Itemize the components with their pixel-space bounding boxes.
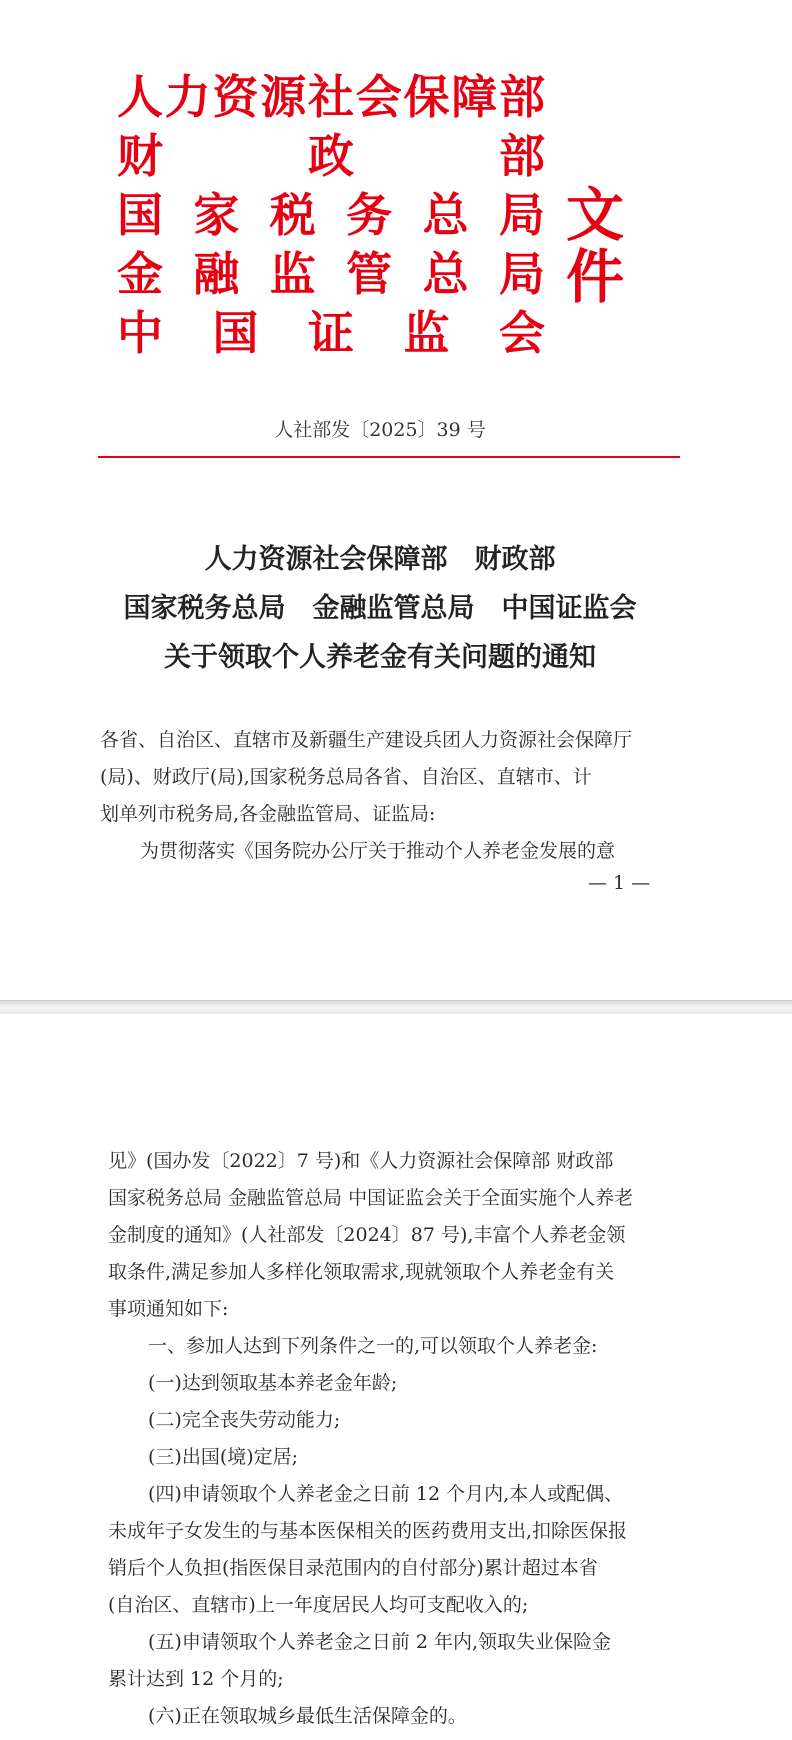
document-number: 人社部发〔2025〕39 号 (274, 419, 486, 441)
section-heading-1: 一、参加人达到下列条件之一的,可以领取个人养老金: (148, 1335, 598, 1357)
condition-1: (一)达到领取基本养老金年龄; (148, 1372, 398, 1394)
issuer-row-4: 金 融 监 管 总 局 (117, 247, 545, 301)
condition-4-line-2: 未成年子女发生的与基本医保相关的医药费用支出,扣除医保报 (108, 1520, 628, 1542)
issuer-row-5: 中 国 证 监 会 (117, 306, 545, 360)
condition-5-line-1: (五)申请领取个人养老金之日前 2 年内,领取失业保险金 (148, 1631, 612, 1653)
condition-2: (二)完全丧失劳动能力; (148, 1409, 341, 1431)
addressee-line-2: (局)、财政厅(局),国家税务总局各省、自治区、直辖市、计 (100, 766, 592, 788)
title-line-3: 关于领取个人养老金有关问题的通知 (164, 642, 596, 673)
condition-4-line-4: (自治区、直辖市)上一年度居民人均可支配收入的; (108, 1594, 529, 1616)
issuer-row-1: 人 力 资 源 社 会 保 障 部 (117, 70, 545, 124)
title-line-1: 人力资源社会保障部 财政部 (204, 544, 556, 575)
intro-line-3: 金制度的通知》(人社部发〔2024〕87 号),丰富个人养老金领 (108, 1224, 626, 1246)
condition-5-line-2: 累计达到 12 个月的; (108, 1668, 284, 1690)
issuer-row-3: 国 家 税 务 总 局 (117, 188, 545, 242)
intro-line-4: 取条件,满足参加人多样化领取需求,现就领取个人养老金有关 (108, 1261, 615, 1283)
intro-line-1: 见》(国办发〔2022〕7 号)和《人力资源社会保障部 财政部 (108, 1150, 614, 1172)
condition-6: (六)正在领取城乡最低生活保障金的。 (148, 1705, 467, 1727)
red-divider-line (98, 456, 680, 458)
document-suffix-wenjian: 文件 (566, 181, 627, 311)
issuer-row-2: 财 政 部 (117, 129, 545, 183)
body-first-line: 为贯彻落实《国务院办公厅关于推动个人养老金发展的意 (140, 840, 616, 862)
document-page-2 (0, 1014, 792, 1740)
intro-line-2: 国家税务总局 金融监管总局 中国证监会关于全面实施个人养老 (108, 1187, 634, 1209)
intro-line-5: 事项通知如下: (108, 1298, 229, 1320)
addressee-line-3: 划单列市税务局,各金融监管局、证监局: (100, 803, 436, 825)
page-number: — 1 — (588, 872, 651, 894)
condition-4-line-1: (四)申请领取个人养老金之日前 12 个月内,本人或配偶、 (148, 1483, 624, 1505)
condition-3: (三)出国(境)定居; (148, 1446, 299, 1468)
addressee-line-1: 各省、自治区、直辖市及新疆生产建设兵团人力资源社会保障厅 (100, 729, 633, 751)
condition-4-line-3: 销后个人负担(指医保目录范围内的自付部分)累计超过本省 (108, 1557, 598, 1579)
title-line-2: 国家税务总局 金融监管总局 中国证监会 (123, 593, 637, 624)
